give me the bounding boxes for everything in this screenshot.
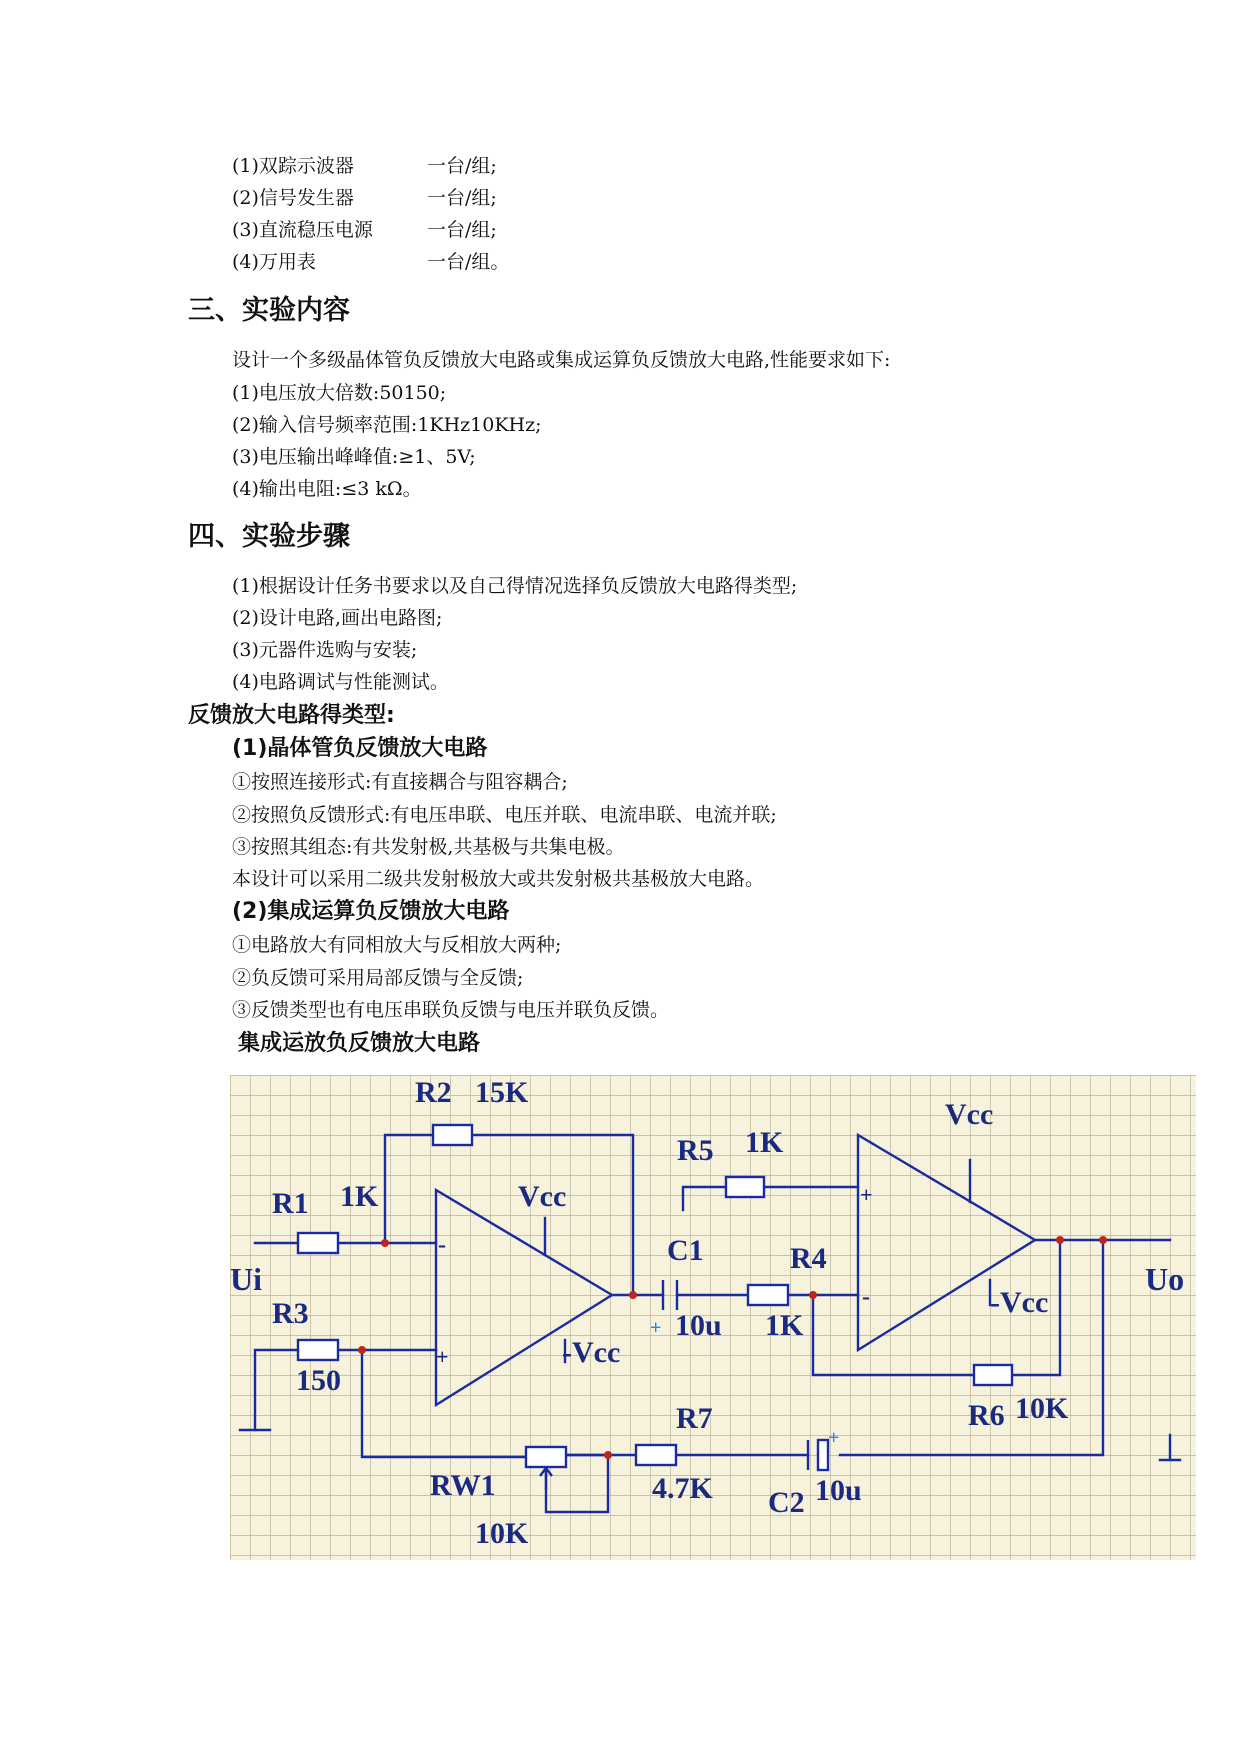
junction-dot [358,1346,366,1354]
transistor-item: 本设计可以采用二级共发射极放大或共发射极共基极放大电路。 [232,868,765,890]
requirement-item: (2)输入信号频率范围:1KHz10KHz; [232,414,542,436]
junction-dot [1099,1236,1107,1244]
label-r5: R5 [677,1134,714,1167]
types-heading: 反馈放大电路得类型: [188,703,395,728]
label-r1-value: 1K [340,1180,379,1213]
label-c2: C2 [768,1486,805,1519]
label-rw1: RW1 [430,1469,496,1502]
c2-plus: + [828,1427,840,1449]
opamp1-minus: - [438,1232,446,1258]
label-nvcc1: -Vcc [562,1336,621,1369]
label-rw1-value: 10K [475,1517,529,1550]
label-r5-value: 1K [745,1126,784,1159]
requirement-item: (1)电压放大倍数:50150; [232,382,447,404]
junction-dot [809,1291,817,1299]
resistor-r5 [726,1177,764,1197]
label-r3: R3 [272,1297,309,1330]
transistor-item: ②按照负反馈形式:有电压串联、电压并联、电流串联、电流并联; [232,804,777,826]
transistor-item: ①按照连接形式:有直接耦合与阻容耦合; [232,771,568,793]
step-item: (2)设计电路,画出电路图; [232,607,443,629]
opamp-item: ①电路放大有同相放大与反相放大两种; [232,934,562,956]
label-r2: R2 [415,1076,452,1109]
equipment-item: (1)双踪示波器 [232,155,354,177]
label-c1: C1 [667,1234,704,1267]
label-r3-value: 150 [296,1364,341,1397]
transistor-item: ③按照其组态:有共发射极,共基极与共集电极。 [232,836,625,858]
label-r7-value: 4.7K [652,1472,713,1505]
label-c2-value: 10u [815,1474,862,1507]
section3-intro: 设计一个多级晶体管负反馈放大电路或集成运算负反馈放大电路,性能要求如下: [232,349,891,371]
resistor-r3 [298,1340,338,1360]
label-nvcc2: -Vcc [990,1286,1049,1319]
capacitor-c2-body [818,1440,828,1470]
potentiometer-rw1 [526,1447,566,1467]
opamp-item: ②负反馈可采用局部反馈与全反馈; [232,967,524,989]
label-r4-value: 1K [765,1309,804,1342]
label-r1: R1 [272,1187,309,1220]
label-vcc2: Vcc [945,1098,994,1131]
circuit-schematic [230,1075,1196,1560]
resistor-r6 [974,1365,1012,1385]
equipment-qty: 一台/组。 [427,251,510,273]
section3-heading: 三、实验内容 [188,295,350,326]
junction-dot [1056,1236,1064,1244]
label-ui: Ui [230,1261,262,1297]
equipment-qty: 一台/组; [427,187,497,209]
equipment-qty: 一台/组; [427,219,497,241]
equipment-item: (4)万用表 [232,251,316,273]
step-item: (1)根据设计任务书要求以及自己得情况选择负反馈放大电路得类型; [232,575,798,597]
junction-dot [604,1451,612,1459]
label-r4: R4 [790,1242,827,1275]
opamp-title: (2)集成运算负反馈放大电路 [232,899,510,924]
label-vcc1: Vcc [518,1180,567,1213]
requirement-item: (3)电压输出峰峰值:≥1、5V; [232,446,476,468]
opamp2-minus: - [862,1284,870,1310]
resistor-r4 [748,1285,788,1305]
label-c1-value: 10u [675,1309,722,1342]
equipment-qty: 一台/组; [427,155,497,177]
resistor-r7 [636,1445,676,1465]
figure-caption: 集成运放负反馈放大电路 [238,1031,481,1056]
resistor-r1 [298,1233,338,1253]
equipment-item: (3)直流稳压电源 [232,219,373,241]
resistor-r2 [433,1125,472,1145]
equipment-item: (2)信号发生器 [232,187,354,209]
step-item: (3)元器件选购与安装; [232,639,418,661]
label-r6: R6 [968,1399,1005,1432]
label-uo: Uo [1145,1261,1185,1297]
step-item: (4)电路调试与性能测试。 [232,671,449,693]
junction-dot [629,1291,637,1299]
opamp1-plus: + [436,1344,449,1369]
label-r6-value: 10K [1015,1392,1069,1425]
requirement-item: (4)输出电阻:≤3 kΩ。 [232,478,422,500]
label-r7: R7 [676,1402,713,1435]
transistor-title: (1)晶体管负反馈放大电路 [232,736,488,761]
opamp-item: ③反馈类型也有电压串联负反馈与电压并联负反馈。 [232,999,670,1021]
c1-plus: + [650,1317,662,1339]
section4-heading: 四、实验步骤 [188,521,350,552]
junction-dot [381,1239,389,1247]
opamp2-plus: + [860,1182,873,1207]
label-r2-value: 15K [475,1076,529,1109]
